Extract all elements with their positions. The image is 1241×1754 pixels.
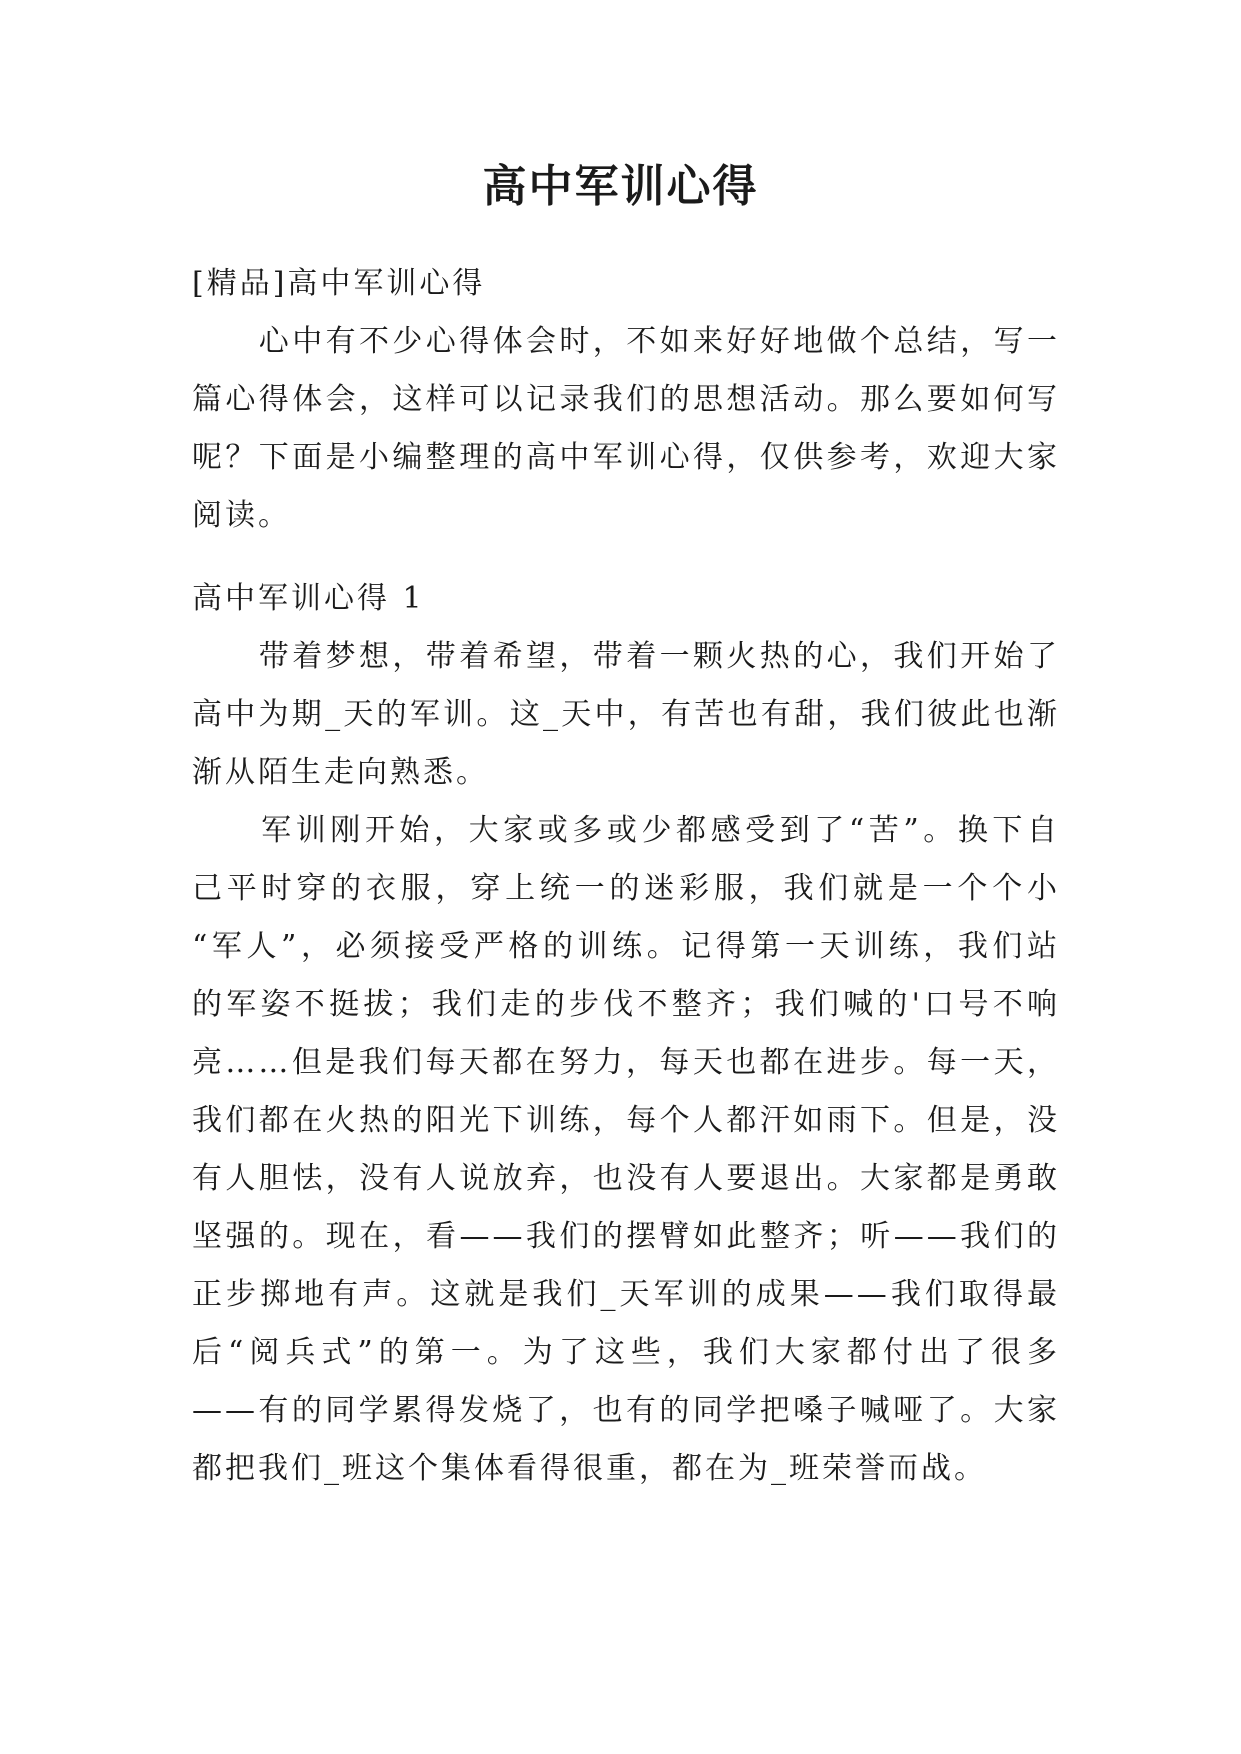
paragraph-line: ——有的同学累得发烧了，也有的同学把嗓子喊哑了。大家 xyxy=(192,1393,1060,1428)
section-1-paragraph-1 xyxy=(192,628,1060,802)
intro-line: 心中有不少心得体会时，不如来好好地做个总结，写一 xyxy=(192,324,1060,359)
paragraph-line: 有人胆怯，没有人说放弃，也没有人要退出。大家都是勇敢 xyxy=(192,1161,1060,1196)
paragraph-line: 己平时穿的衣服，穿上统一的迷彩服，我们就是一个个小 xyxy=(192,871,1060,906)
intro-paragraph xyxy=(192,313,1060,545)
document-title: 高中军训心得 xyxy=(482,161,759,212)
section-1 xyxy=(192,570,1060,1498)
paragraph-line: 军训刚开始，大家或多或少都感受到了“苦”。换下自 xyxy=(192,813,1060,848)
section-1-paragraph-2 xyxy=(192,802,1060,1498)
paragraph-line: 坚强的。现在，看——我们的摆臂如此整齐；听——我们的 xyxy=(192,1219,1060,1254)
intro-line: 呢？下面是小编整理的高中军训心得，仅供参考，欢迎大家 xyxy=(192,440,1060,475)
paragraph-line: 后“阅兵式”的第一。为了这些，我们大家都付出了很多 xyxy=(192,1335,1060,1370)
section-heading: 高中军训心得 1 xyxy=(192,581,425,616)
document-body xyxy=(192,255,1060,545)
paragraph-line: 亮……但是我们每天都在努力，每天也都在进步。每一天， xyxy=(192,1045,1060,1080)
paragraph-line: 带着梦想，带着希望，带着一颗火热的心，我们开始了 xyxy=(192,639,1060,674)
paragraph-line: “军人”，必须接受严格的训练。记得第一天训练，我们站 xyxy=(192,929,1060,964)
paragraph-line: 我们都在火热的阳光下训练，每个人都汗如雨下。但是，没 xyxy=(192,1103,1060,1138)
document-subtitle: [精品]高中军训心得 xyxy=(192,266,486,301)
paragraph-line: 高中为期_天的军训。这_天中，有苦也有甜，我们彼此也渐 xyxy=(192,697,1060,732)
paragraph-line: 正步掷地有声。这就是我们_天军训的成果——我们取得最 xyxy=(192,1277,1060,1312)
paragraph-line: 都把我们_班这个集体看得很重，都在为_班荣誉而战。 xyxy=(192,1451,987,1486)
paragraph-line: 的军姿不挺拔；我们走的步伐不整齐；我们喊的'口号不响 xyxy=(192,987,1060,1022)
paragraph-line: 渐从陌生走向熟悉。 xyxy=(192,755,489,790)
intro-line: 篇心得体会，这样可以记录我们的思想活动。那么要如何写 xyxy=(192,382,1060,417)
intro-line: 阅读。 xyxy=(192,498,291,533)
